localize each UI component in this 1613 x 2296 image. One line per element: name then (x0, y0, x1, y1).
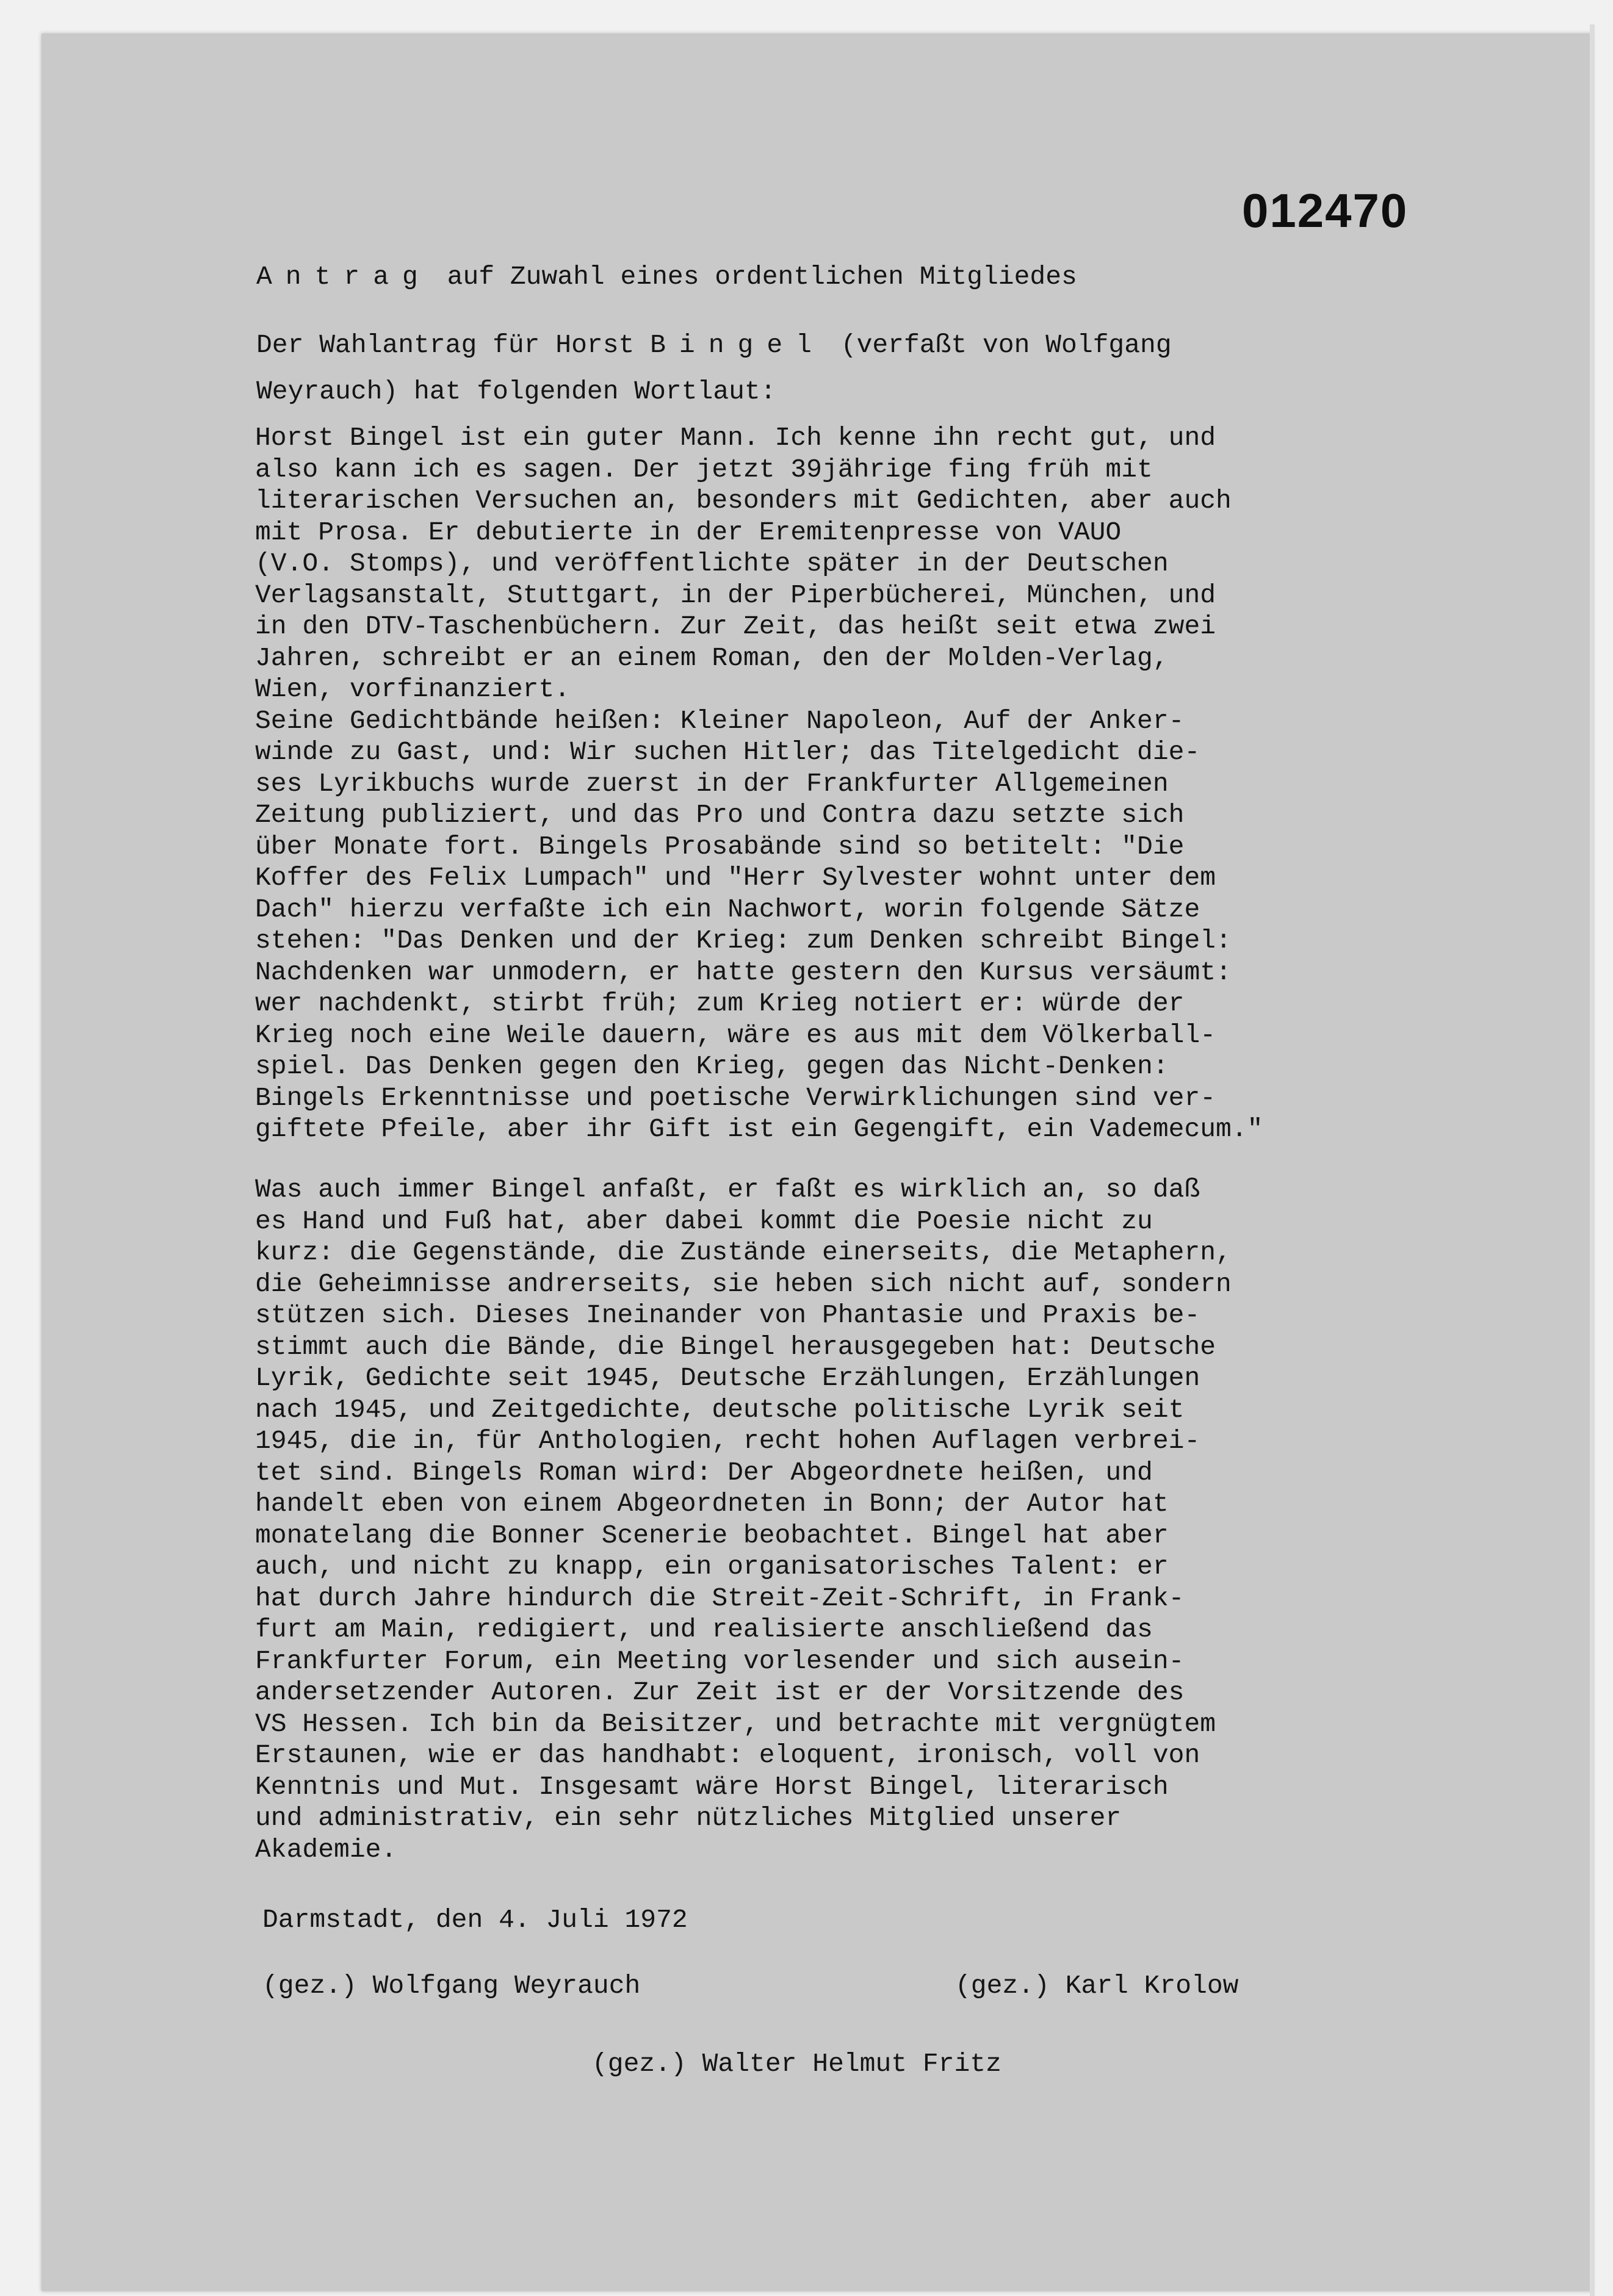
intro-line-1-a: Der Wahlantrag für Horst (256, 330, 635, 360)
text-line: Bingels Erkenntnisse und poetische Verwirklichungen sind ver- (255, 1082, 1216, 1113)
text-line: Akademie. (255, 1834, 397, 1865)
text-line: monatelang die Bonner Scenerie beobachtet. Bingel hat aber (255, 1520, 1169, 1550)
text-line: in den DTV-Taschenbüchern. Zur Zeit, das heißt seit etwa zwei (255, 611, 1216, 641)
text-line: Erstaunen, wie er das handhabt: eloquent, ironisch, voll von (255, 1740, 1200, 1770)
text-line: und administrativ, ein sehr nützliches Mitglied unserer (255, 1803, 1122, 1833)
title-rest: auf Zuwahl eines ordentlichen Mitgliedes (447, 262, 1077, 292)
intro-name-spaced: Bingel (650, 330, 825, 360)
signature-weyrauch: (gez.) Wolfgang Weyrauch (262, 1971, 641, 2001)
text-line: mit Prosa. Er debutierte in der Eremitenpresse von VAUO (255, 517, 1122, 547)
text-line: die Geheimnisse andrerseits, sie heben sich nicht auf, sondern (255, 1269, 1232, 1299)
text-line: Seine Gedichtbände heißen: Kleiner Napoleon, Auf der Anker- (255, 705, 1185, 736)
paragraph-2 (255, 1174, 1232, 1865)
text-line: literarischen Versuchen an, besonders mit Gedichten, aber auch (255, 486, 1232, 516)
text-line: es Hand und Fuß hat, aber dabei kommt die Poesie nicht zu (255, 1206, 1153, 1236)
text-line: Nachdenken war unmodern, er hatte gestern den Kursus versäumt: (255, 957, 1232, 987)
text-line: Koffer des Felix Lumpach" und "Herr Sylvester wohnt unter dem (255, 863, 1216, 893)
text-line: Jahren, schreibt er an einem Roman, den der Molden-Verlag, (255, 642, 1169, 673)
text-line: Zeitung publiziert, und das Pro und Contra dazu setzte sich (255, 800, 1185, 830)
text-line: Lyrik, Gedichte seit 1945, Deutsche Erzählungen, Erzählungen (255, 1363, 1200, 1393)
text-line: handelt eben von einem Abgeordneten in Bonn; der Autor hat (255, 1489, 1169, 1519)
paper-edge (1590, 24, 1595, 2296)
document-number: 012470 (1242, 184, 1409, 237)
signature-fritz: (gez.) Walter Helmut Fritz (592, 2049, 1001, 2079)
text-line: kurz: die Gegenstände, die Zustände einerseits, die Metaphern, (255, 1237, 1232, 1267)
text-line: stimmt auch die Bände, die Bingel herausgegeben hat: Deutsche (255, 1331, 1216, 1362)
text-line: wer nachdenkt, stirbt früh; zum Krieg notiert er: würde der (255, 988, 1185, 1018)
text-line: Wien, vorfinanziert. (255, 674, 571, 704)
intro-line-1 (256, 329, 1172, 361)
text-line: 1945, die in, für Anthologien, recht hohen Auflagen verbrei- (255, 1426, 1200, 1456)
text-line: Horst Bingel ist ein guter Mann. Ich kenne ihn recht gut, und (255, 423, 1216, 453)
text-line: ses Lyrikbuchs wurde zuerst in der Frankfurter Allgemeinen (255, 768, 1169, 799)
title-spaced-word: Antrag (256, 262, 431, 292)
text-line: Dach" hierzu verfaßte ich ein Nachwort, worin folgende Sätze (255, 894, 1200, 924)
text-line: Kenntnis und Mut. Insgesamt wäre Horst Bingel, literarisch (255, 1771, 1169, 1802)
document-title (256, 261, 1077, 293)
text-line: spiel. Das Denken gegen den Krieg, gegen das Nicht-Denken: (255, 1051, 1169, 1081)
intro-line-2: Weyrauch) hat folgenden Wortlaut: (256, 376, 776, 406)
signature-krolow: (gez.) Karl Krolow (955, 1971, 1239, 2001)
text-line: winde zu Gast, und: Wir suchen Hitler; das Titelgedicht die- (255, 737, 1200, 767)
text-line: nach 1945, und Zeitgedichte, deutsche politische Lyrik seit (255, 1394, 1185, 1425)
text-line: Verlagsanstalt, Stuttgart, in der Piperbücherei, München, und (255, 580, 1216, 610)
place-date: Darmstadt, den 4. Juli 1972 (262, 1905, 688, 1935)
text-line: stützen sich. Dieses Ineinander von Phantasie und Praxis be- (255, 1300, 1200, 1330)
text-line: VS Hessen. Ich bin da Beisitzer, und betrachte mit vergnügtem (255, 1708, 1216, 1739)
document-sheet (41, 34, 1592, 2291)
text-line: (V.O. Stomps), und veröffentlichte später in der Deutschen (255, 549, 1169, 578)
text-line: giftete Pfeile, aber ihr Gift ist ein Gegengift, ein Vademecum." (255, 1114, 1263, 1144)
text-line: Krieg noch eine Weile dauern, wäre es aus mit dem Völkerball- (255, 1020, 1216, 1050)
text-line: über Monate fort. Bingels Prosabände sind so betitelt: "Die (255, 831, 1185, 862)
text-line: hat durch Jahre hindurch die Streit-Zeit-Schrift, in Frank- (255, 1583, 1185, 1613)
text-line: Was auch immer Bingel anfaßt, er faßt es wirklich an, so daß (255, 1175, 1200, 1204)
text-line: auch, und nicht zu knapp, ein organisatorisches Talent: er (255, 1552, 1169, 1582)
text-line: furt am Main, redigiert, und realisierte anschließend das (255, 1614, 1153, 1644)
text-line: stehen: "Das Denken und der Krieg: zum Denken schreibt Bingel: (255, 926, 1232, 955)
text-line: Frankfurter Forum, ein Meeting vorlesender und sich ausein- (255, 1646, 1185, 1676)
text-line: also kann ich es sagen. Der jetzt 39jährige fing früh mit (255, 454, 1153, 484)
intro-line-1-b: (verfaßt von Wolfgang (840, 330, 1172, 360)
text-line: andersetzender Autoren. Zur Zeit ist er der Vorsitzende des (255, 1677, 1185, 1707)
text-line: tet sind. Bingels Roman wird: Der Abgeordnete heißen, und (255, 1457, 1153, 1488)
paragraph-1 (255, 422, 1263, 1145)
